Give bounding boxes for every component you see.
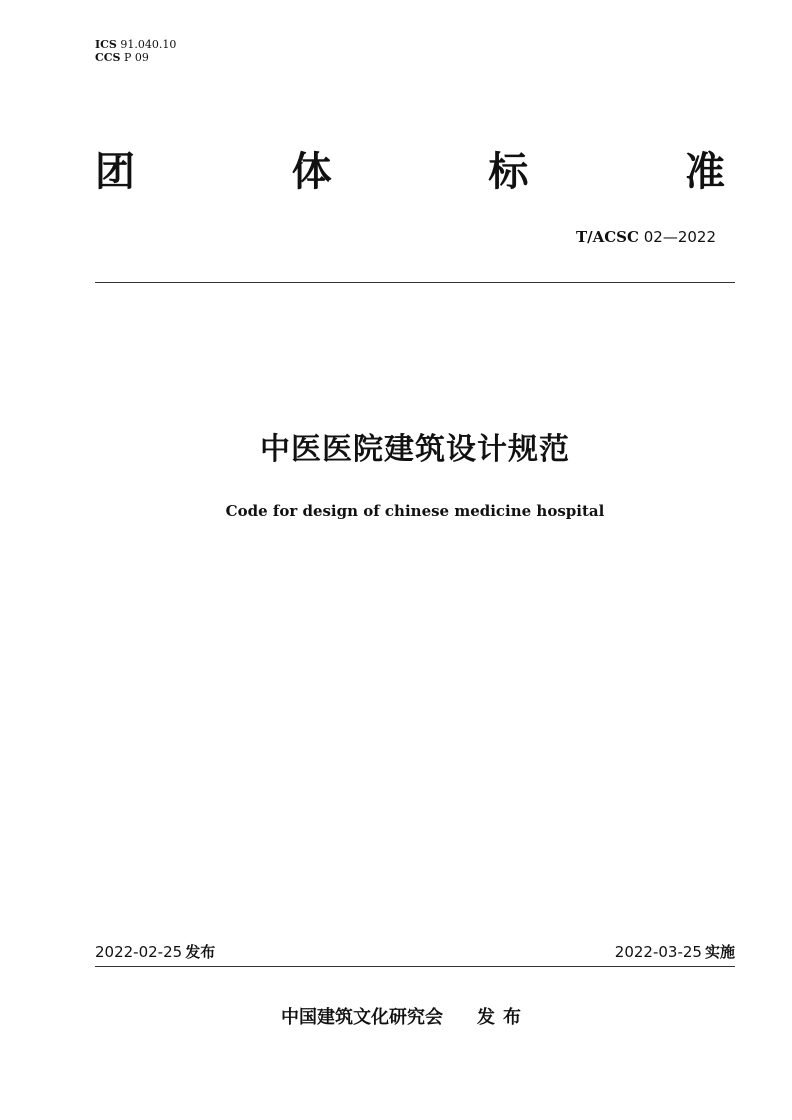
issuer-name: 中国建筑文化研究会 [281, 1007, 443, 1028]
classification-codes [95, 38, 176, 64]
release-label: 发布 [185, 943, 216, 961]
effective-date [615, 942, 735, 962]
ccs-value: P 09 [123, 51, 149, 64]
issuer-line [281, 1006, 529, 1030]
standard-type-char: 团 [95, 149, 135, 195]
bottom-divider [95, 966, 735, 967]
standard-type-char: 标 [488, 149, 529, 195]
release-date-value: 2022-02-25 [95, 943, 183, 961]
standard-number [576, 227, 716, 247]
standard-number-value: 02—2022 [643, 228, 716, 246]
ccs-label: CCS [95, 51, 121, 64]
standard-type-heading [95, 148, 725, 196]
standard-type-char: 体 [291, 149, 332, 195]
document-title-english: Code for design of chinese medicine hospital [225, 502, 605, 520]
top-divider [95, 282, 735, 283]
ics-label: ICS [95, 38, 117, 51]
ics-value: 91.040.10 [120, 38, 177, 51]
document-title-chinese: 中医医院建筑设计规范 [260, 432, 570, 467]
effective-date-value: 2022-03-25 [614, 943, 702, 961]
ics-code-row [95, 38, 176, 51]
standard-type-char: 准 [684, 149, 725, 195]
issuer-action: 发布 [477, 1007, 529, 1028]
ccs-code-row [95, 51, 176, 64]
release-date [95, 942, 215, 962]
effective-label: 实施 [704, 943, 735, 961]
standard-number-prefix: T/ACSC [575, 228, 639, 246]
